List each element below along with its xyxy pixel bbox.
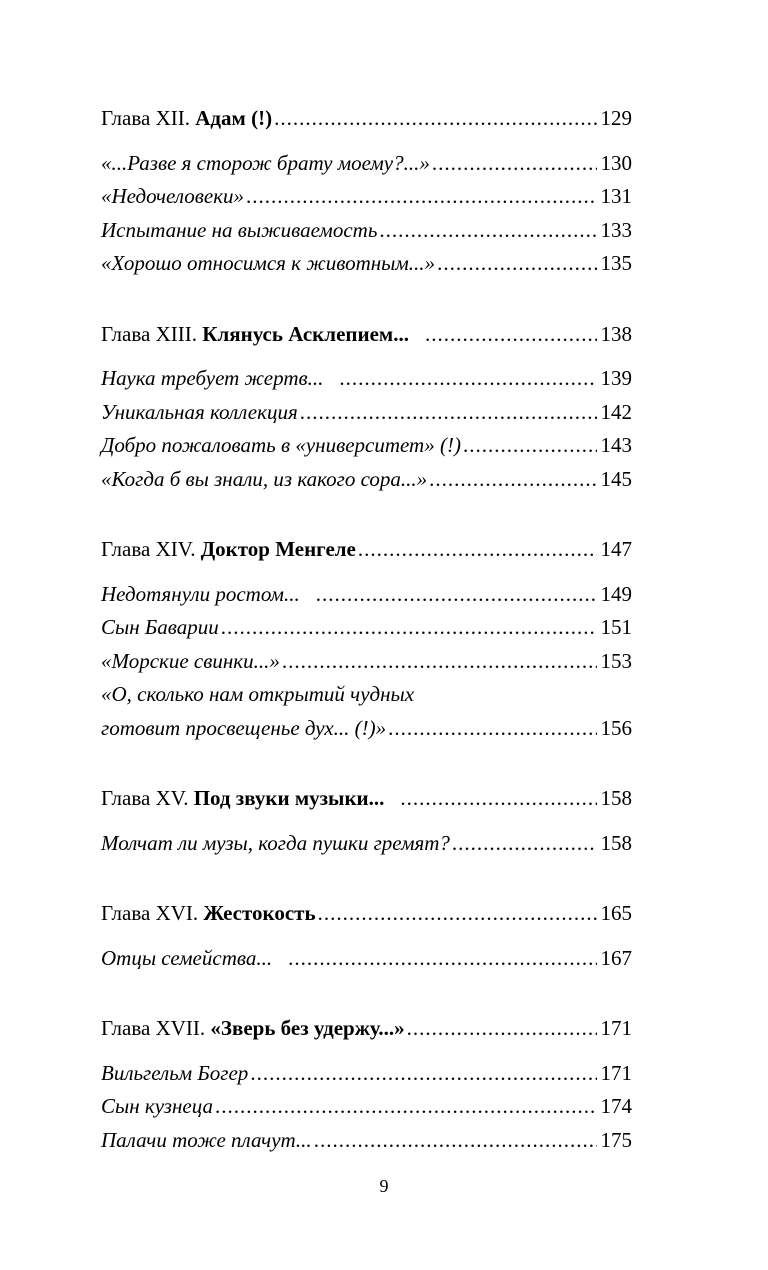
section-title: «...Разве я сторож брату моему?...» [101,150,430,175]
leader-dots [250,1057,596,1091]
chapter-heading [101,782,632,816]
section-title: готовит просвещенье дух... (!)» [101,715,387,740]
section-entry [101,247,632,281]
section-title: Наука требует жертв... [101,366,324,390]
section-title: Сын Баварии [101,615,219,639]
section-title: Испытание на выживаемость [101,217,378,242]
leader-dots [318,897,597,931]
leader-dots [463,429,597,463]
section-entry [101,147,632,181]
section-entry [101,396,632,430]
chapter-page: 138 [600,321,632,346]
chapter-page: 171 [600,1016,632,1040]
leader-dots [429,463,596,497]
chapter-heading [101,318,632,352]
section-page: 149 [600,581,632,606]
chapter-prefix: Глава XIV. [101,537,196,561]
section-entry [101,578,632,612]
section-title: «Морские свинки...» [101,648,280,673]
section-entry [101,429,632,463]
section-entry [101,611,632,645]
chapter-prefix: Глава XIII. [101,321,197,346]
section-page: 139 [600,366,632,390]
chapter-14 [101,533,632,745]
chapter-15 [101,782,632,860]
section-page: 174 [600,1094,632,1118]
page-number: 9 [379,1176,389,1196]
chapter-prefix: Глава XV. [101,786,189,810]
leader-dots [407,1012,597,1046]
section-page: 167 [600,945,632,970]
chapter-page: 165 [600,901,632,925]
section-page: 142 [600,399,632,424]
chapter-title: Под звуки музыки... [193,786,385,810]
chapter-prefix: Глава XVI. [101,901,199,925]
section-page: 156 [600,715,632,740]
leader-dots [425,318,597,352]
section-page: 145 [600,466,632,491]
section-title: «Когда б вы знали, из какого сора...» [101,466,428,491]
leader-dots [314,1124,597,1158]
section-page: 151 [600,615,632,639]
chapter-title: Клянусь Асклепием... [202,321,409,346]
leader-dots [358,533,597,567]
section-entry [101,214,632,248]
chapter-heading [101,533,632,567]
section-entry [101,827,632,861]
chapter-label [101,897,316,931]
leader-dots [432,147,597,181]
section-entry [101,645,632,679]
section-title: Уникальная коллекция [101,399,298,424]
section-entry [101,180,632,214]
chapter-label [101,1012,405,1046]
leader-dots [339,362,596,396]
leader-dots [452,827,597,861]
leader-dots [215,1090,597,1124]
section-page: 131 [600,184,632,208]
section-title: Недотянули ростом... [101,581,300,606]
section-page: 175 [600,1127,632,1152]
chapter-heading [101,1012,632,1046]
table-of-contents [101,102,632,1194]
section-entry [101,1090,632,1124]
section-page: 158 [600,830,632,855]
chapter-label [101,533,356,567]
section-entry [101,942,632,976]
leader-dots [246,180,596,214]
section-entry [101,362,632,396]
leader-dots [388,712,596,746]
section-title: «Хорошо относимся к животным...» [101,251,436,275]
section-entry [101,712,632,746]
leader-dots [288,942,596,976]
leader-dots [379,214,596,248]
leader-dots [221,611,597,645]
section-entry [101,1124,632,1158]
section-entry [101,1057,632,1091]
chapter-page: 158 [600,786,632,810]
leader-dots [274,102,596,136]
chapter-prefix: Глава XII. [101,106,190,130]
leader-dots [300,396,597,430]
chapter-16 [101,897,632,975]
leader-dots [316,578,597,612]
chapter-label [101,318,423,352]
chapter-heading [101,102,632,136]
section-title: Вильгельм Богер [101,1060,249,1085]
section-title: Добро пожаловать в «университет» (!) [101,433,461,457]
section-page: 130 [600,150,632,175]
chapter-label [101,782,398,816]
section-page: 153 [600,648,632,673]
section-title: Отцы семейства... [101,945,273,970]
section-page: 135 [600,251,632,275]
section-title-line: «О, сколько нам открытий чудных [101,682,415,706]
chapter-page: 129 [600,106,632,130]
chapter-12 [101,102,632,281]
leader-dots [400,782,596,816]
chapter-label [101,102,272,136]
section-title: Молчат ли музы, когда пушки гремят? [101,830,450,855]
chapter-prefix: Глава XVII. [101,1016,206,1040]
section-page: 171 [600,1060,632,1085]
chapter-heading [101,897,632,931]
chapter-title: Доктор Менгеле [200,537,356,561]
section-title: «Недочеловеки» [101,184,245,208]
chapter-page: 147 [600,537,632,561]
section-page: 143 [600,433,632,457]
section-page: 133 [600,217,632,242]
chapter-title: Адам (!) [195,106,273,130]
section-entry [101,463,632,497]
leader-dots [282,645,597,679]
chapter-title: Жестокость [203,901,316,925]
leader-dots [437,247,596,281]
chapter-17 [101,1012,632,1157]
section-title: Сын кузнеца [101,1094,213,1118]
chapter-13 [101,318,632,497]
section-title: Палачи тоже плачут... [101,1127,312,1152]
chapter-title: «Зверь без удержу...» [210,1016,405,1040]
